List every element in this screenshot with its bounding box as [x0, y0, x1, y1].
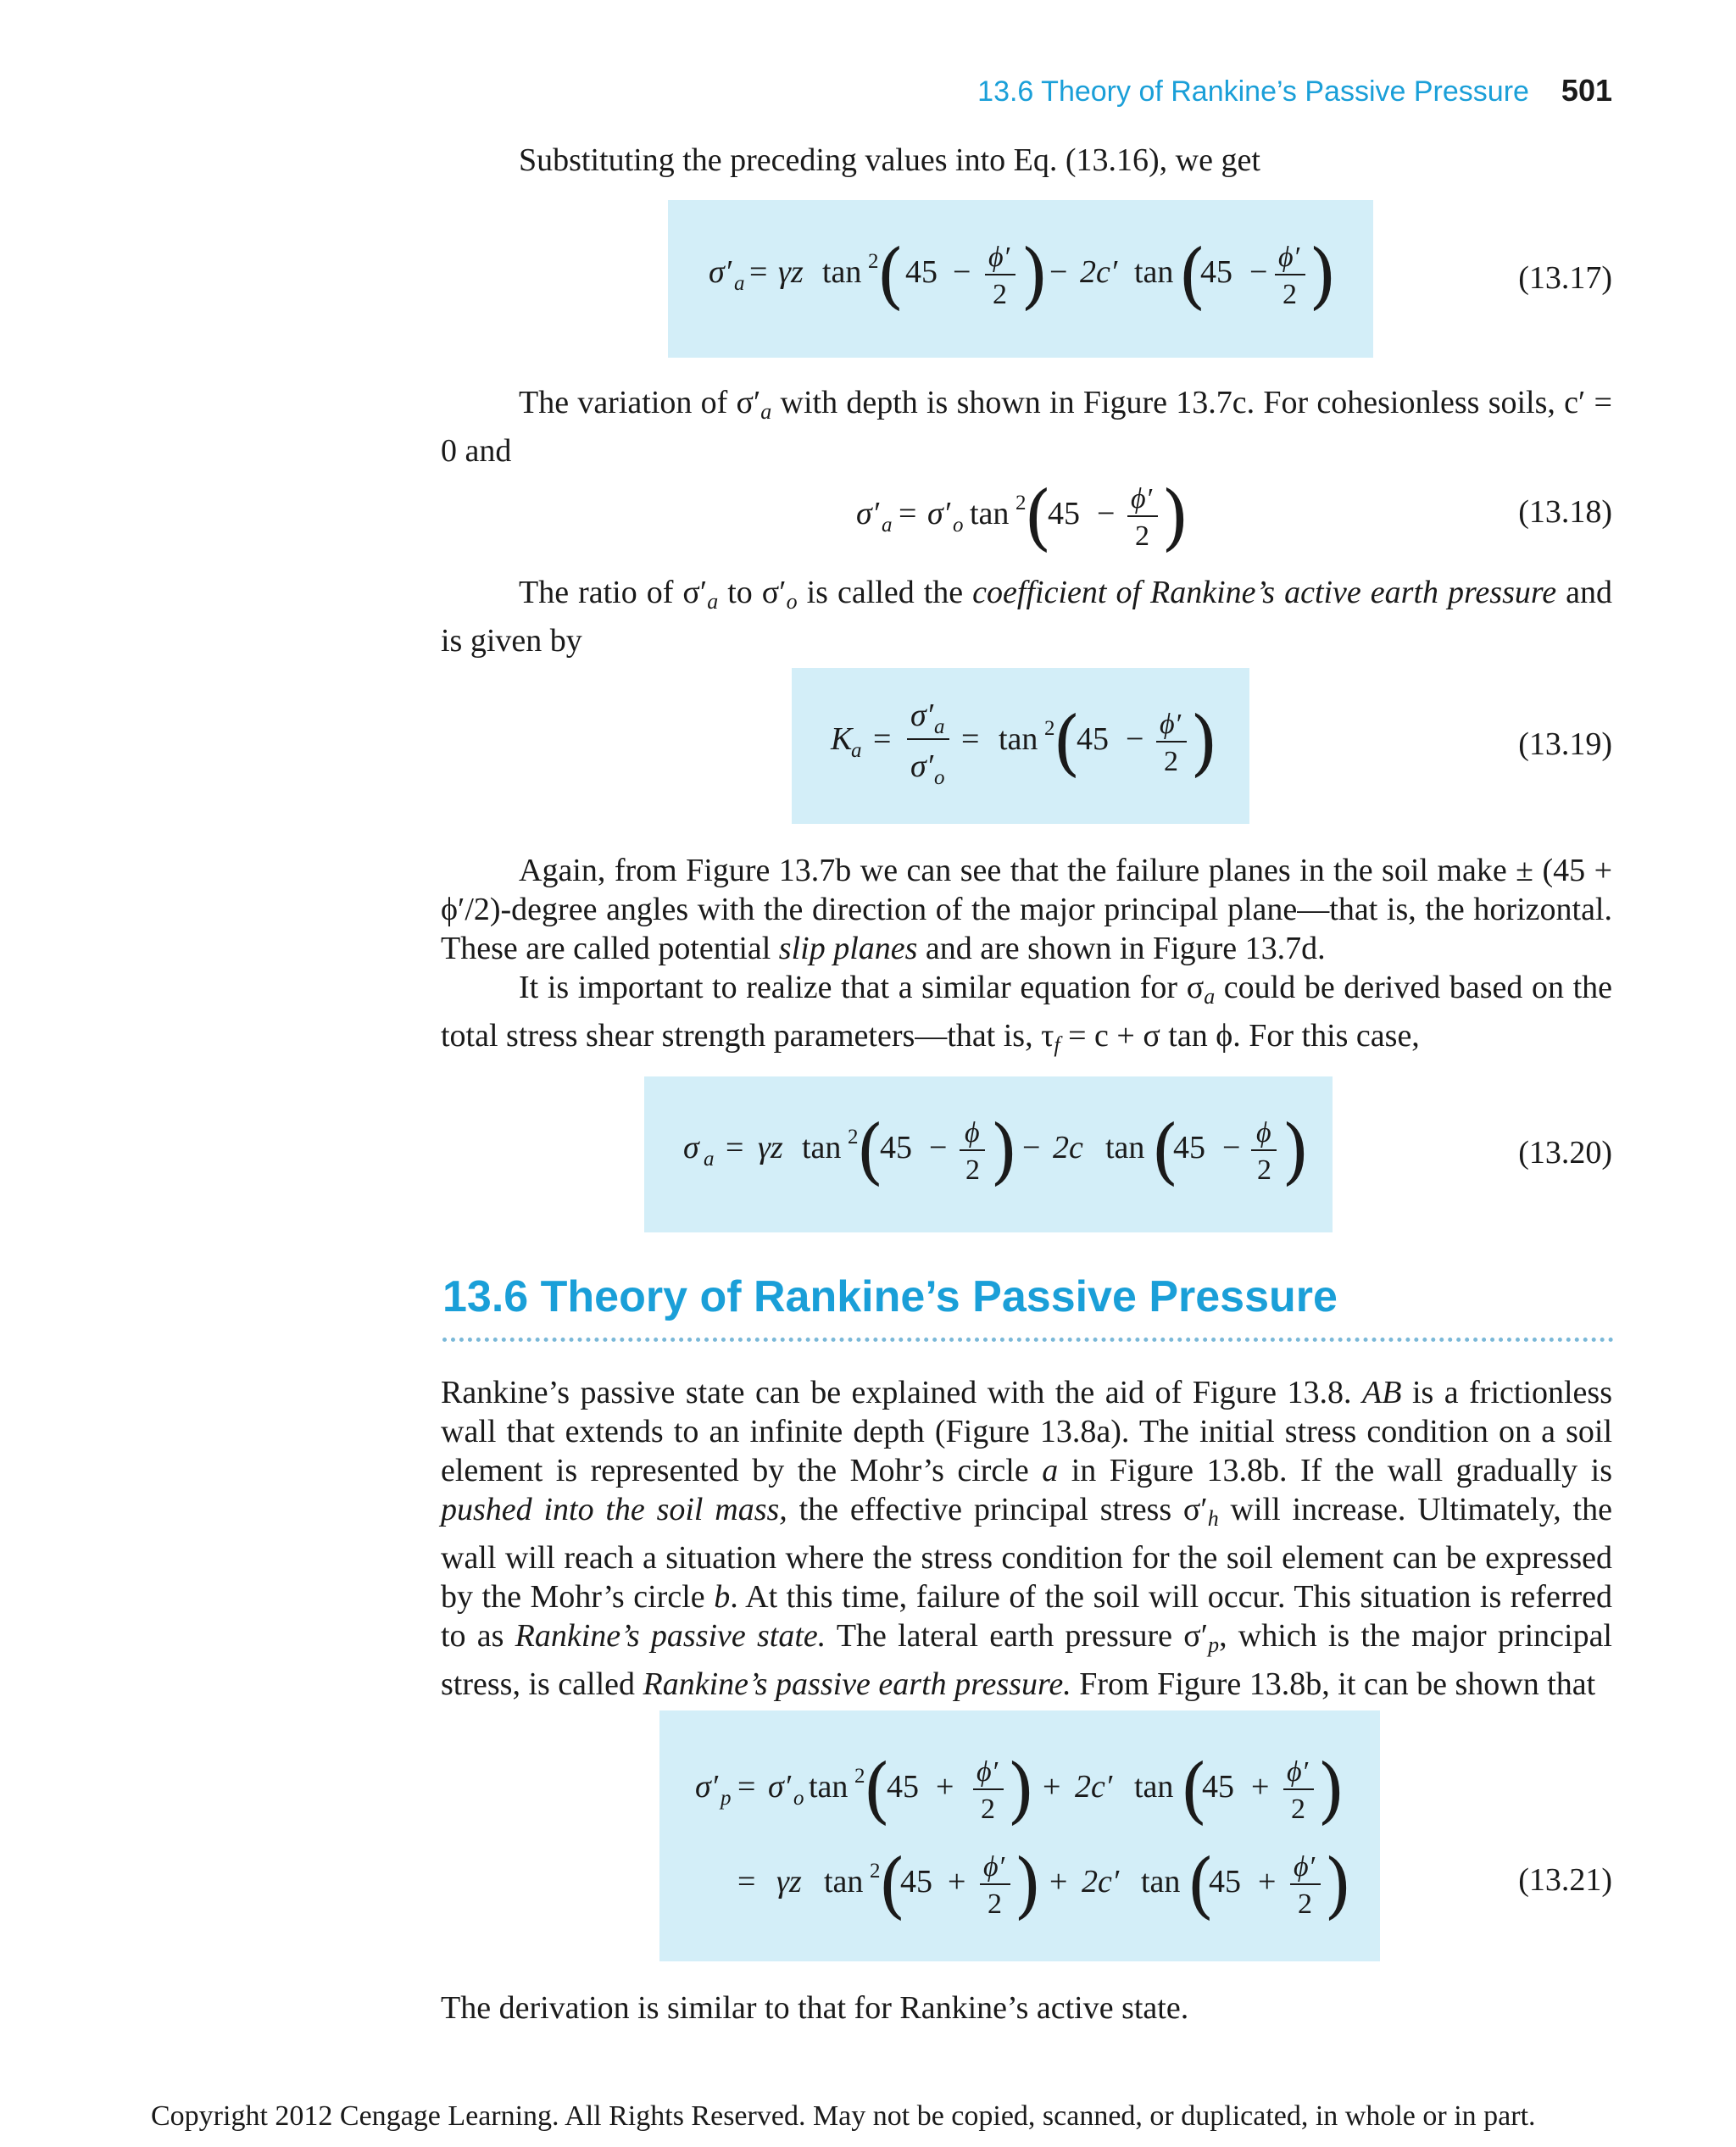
- svg-text:=: =: [737, 1769, 756, 1805]
- svg-text:a: a: [934, 715, 945, 738]
- svg-text:2: 2: [1298, 1888, 1312, 1920]
- svg-text:σ′: σ′: [910, 698, 934, 733]
- svg-text:45: 45: [900, 1864, 932, 1899]
- svg-text:45: 45: [1209, 1864, 1241, 1899]
- svg-text:(: (: [876, 234, 904, 317]
- equation-13-17: [668, 200, 1373, 358]
- svg-text:2: 2: [1291, 1794, 1305, 1825]
- equation-13-20: [644, 1076, 1333, 1232]
- running-head: 13.6 Theory of Rankine’s Passive Pressure: [977, 75, 1529, 108]
- svg-text:tan: tan: [1134, 1769, 1174, 1805]
- svg-text:a: a: [851, 739, 862, 762]
- svg-text:2: 2: [1044, 717, 1055, 740]
- svg-text:45: 45: [1202, 1769, 1234, 1805]
- svg-text:−: −: [1249, 254, 1268, 290]
- svg-text:(: (: [1187, 1844, 1215, 1927]
- svg-text:ϕ′: ϕ′: [1160, 709, 1182, 740]
- svg-text:(: (: [1178, 234, 1206, 317]
- svg-text:tan: tan: [1141, 1864, 1181, 1899]
- svg-text:ϕ′: ϕ′: [983, 1851, 1005, 1883]
- svg-text:tan: tan: [822, 254, 862, 290]
- svg-text:=: =: [749, 254, 768, 290]
- page-number: 501: [1561, 73, 1612, 108]
- paragraph-variation: The variation of σ′a with depth is shown in Figure 13.7c. For cohesionless soils, c′ = 0 and: [441, 385, 1612, 469]
- svg-text:): ): [1014, 1844, 1042, 1927]
- svg-text:(: (: [863, 1749, 891, 1832]
- svg-text:): ): [1317, 1749, 1345, 1832]
- svg-text:tan: tan: [999, 721, 1038, 757]
- svg-text:tan: tan: [970, 496, 1010, 531]
- svg-text:σ′: σ′: [856, 496, 880, 531]
- svg-text:o: o: [953, 514, 964, 537]
- svg-text:γz: γz: [758, 1130, 783, 1165]
- svg-text:+: +: [1251, 1769, 1270, 1805]
- svg-text:p: p: [721, 1787, 732, 1810]
- svg-text:45: 45: [1200, 254, 1232, 290]
- equation-13-18: [839, 471, 1229, 565]
- paragraph-derivation: The derivation is similar to that for Rankine’s active state.: [441, 1990, 1189, 2026]
- svg-text:): ): [990, 1110, 1018, 1193]
- svg-text:+: +: [1043, 1769, 1061, 1805]
- svg-text:=: =: [899, 496, 917, 531]
- svg-text:(: (: [1180, 1749, 1208, 1832]
- svg-text:(: (: [1151, 1110, 1179, 1193]
- svg-text:σ′: σ′: [709, 254, 732, 290]
- page-header: [977, 73, 1612, 108]
- svg-text:2: 2: [1164, 746, 1178, 777]
- equation-13-19: [792, 668, 1249, 824]
- svg-text:+: +: [1258, 1864, 1277, 1899]
- svg-text:tan: tan: [1105, 1130, 1145, 1165]
- svg-text:=: =: [961, 721, 980, 757]
- svg-text:45: 45: [880, 1130, 912, 1165]
- svg-text:(: (: [1024, 476, 1052, 559]
- svg-text:2: 2: [1283, 279, 1297, 310]
- equation-number-13-20: (13.20): [1518, 1135, 1612, 1171]
- equation-13-17-box: [668, 200, 1373, 358]
- svg-text:+: +: [936, 1769, 954, 1805]
- svg-text:): ): [1282, 1110, 1310, 1193]
- svg-text:): ): [1190, 701, 1218, 784]
- equation-13-19-box: [792, 668, 1249, 824]
- svg-text:2: 2: [868, 250, 879, 273]
- svg-text:ϕ′: ϕ′: [1294, 1851, 1316, 1883]
- section-title: 13.6 Theory of Rankine’s Passive Pressure: [442, 1272, 1338, 1321]
- equation-13-20-box: [644, 1076, 1333, 1232]
- svg-text:45: 45: [1048, 496, 1080, 531]
- svg-text:ϕ′: ϕ′: [1278, 242, 1300, 273]
- svg-text:−: −: [929, 1130, 948, 1165]
- svg-text:o: o: [793, 1787, 804, 1810]
- svg-text:2c′: 2c′: [1075, 1769, 1113, 1805]
- svg-text:(: (: [1053, 701, 1081, 784]
- svg-text:−: −: [1022, 1130, 1041, 1165]
- svg-text:(: (: [878, 1844, 906, 1927]
- svg-text:2c′: 2c′: [1080, 254, 1118, 290]
- svg-text:γz: γz: [778, 254, 804, 290]
- svg-text:σ′: σ′: [695, 1769, 719, 1805]
- svg-text:2: 2: [870, 1860, 881, 1883]
- svg-text:−: −: [1222, 1130, 1241, 1165]
- section-rule: [442, 1338, 1614, 1342]
- svg-text:tan: tan: [824, 1864, 864, 1899]
- svg-text:45: 45: [887, 1769, 919, 1805]
- svg-text:=: =: [737, 1864, 756, 1899]
- svg-text:σ′: σ′: [910, 748, 934, 784]
- svg-text:σ′: σ′: [768, 1769, 792, 1805]
- equation-13-21-box: [659, 1710, 1380, 1961]
- svg-text:ϕ′: ϕ′: [988, 242, 1010, 273]
- svg-text:(: (: [856, 1110, 884, 1193]
- svg-text:2: 2: [1135, 520, 1149, 552]
- svg-text:o: o: [934, 766, 945, 789]
- svg-text:a: a: [704, 1148, 715, 1171]
- svg-text:γz: γz: [776, 1864, 802, 1899]
- svg-text:a: a: [882, 514, 893, 537]
- paragraph-substituting: Substituting the preceding values into Eq. (13.16), we get: [519, 142, 1260, 178]
- svg-text:+: +: [1049, 1864, 1068, 1899]
- svg-text:): ): [1324, 1844, 1352, 1927]
- svg-text:2: 2: [854, 1765, 865, 1788]
- svg-text:ϕ: ϕ: [1256, 1117, 1271, 1149]
- svg-text:tan: tan: [809, 1769, 849, 1805]
- svg-text:2: 2: [993, 279, 1007, 310]
- svg-text:2: 2: [988, 1888, 1002, 1920]
- svg-text:45: 45: [1077, 721, 1109, 757]
- paragraph-failure-planes: Again, from Figure 13.7b we can see that the failure planes in the soil make ± (45 + ϕ′/2)-degree angles with the direction of the major principal plane—that is, the horizontal. These are called potential slip planes and are shown in Figure 13.7d. It is important to realize that a similar equation for σa could be derived based on the total stress shear strength parameters—that is, τf = c + σ tan ϕ. For this case,: [441, 853, 1612, 1057]
- paragraph-ratio: The ratio of σ′a to σ′o is called the coefficient of Rankine’s active earth pressure and is given by: [441, 575, 1612, 659]
- svg-text:σ: σ: [683, 1130, 699, 1165]
- svg-text:2: 2: [1257, 1154, 1271, 1186]
- svg-text:2: 2: [981, 1794, 995, 1825]
- svg-text:ϕ: ϕ: [965, 1117, 980, 1149]
- svg-text:ϕ′: ϕ′: [1131, 483, 1153, 515]
- paragraph-passive-state: Rankine’s passive state can be explained with the aid of Figure 13.8. AB is a frictionless wall that extends to an infinite depth (Figure 13.8a). The initial stress condition on a soil element is represented by the Mohr’s circle a in Figure 13.8b. If the wall gradually is pushed into the soil mass, the effective principal stress σ′h will increase. Ultimately, the wall will reach a situation where the stress condition for the soil element can be expressed by the Mohr’s circle b. At this time, failure of the soil will occur. This situation is referred to as Rankine’s passive state. The lateral earth pressure σ′p, which is the major principal stress, is called Rankine’s passive earth pressure. From Figure 13.8b, it can be shown that: [441, 1375, 1612, 1702]
- svg-text:−: −: [1097, 496, 1116, 531]
- svg-text:): ): [1161, 476, 1189, 559]
- svg-text:ϕ′: ϕ′: [976, 1756, 999, 1788]
- equation-number-13-19: (13.19): [1518, 726, 1612, 762]
- svg-text:a: a: [734, 272, 745, 295]
- svg-text:+: +: [948, 1864, 966, 1899]
- equation-13-21: [659, 1710, 1380, 1961]
- svg-text:K: K: [831, 721, 853, 757]
- svg-text:): ): [1021, 234, 1049, 317]
- equation-number-13-21: (13.21): [1518, 1862, 1612, 1898]
- svg-text:ϕ′: ϕ′: [1287, 1756, 1309, 1788]
- svg-text:σ′: σ′: [927, 496, 951, 531]
- svg-text:−: −: [1126, 721, 1144, 757]
- svg-text:45: 45: [905, 254, 938, 290]
- svg-text:−: −: [1049, 254, 1068, 290]
- svg-text:tan: tan: [1134, 254, 1174, 290]
- svg-text:tan: tan: [802, 1130, 842, 1165]
- equation-number-13-18: (13.18): [1518, 494, 1612, 530]
- svg-text:): ): [1309, 234, 1337, 317]
- svg-text:45: 45: [1173, 1130, 1205, 1165]
- svg-text:=: =: [726, 1130, 744, 1165]
- svg-text:2: 2: [1015, 492, 1027, 515]
- equation-number-13-17: (13.17): [1518, 260, 1612, 296]
- svg-text:2c′: 2c′: [1082, 1864, 1120, 1899]
- svg-text:2c: 2c: [1053, 1130, 1083, 1165]
- svg-text:2: 2: [965, 1154, 980, 1186]
- svg-text:−: −: [953, 254, 971, 290]
- svg-text:): ): [1007, 1749, 1035, 1832]
- svg-text:=: =: [873, 721, 892, 757]
- svg-text:2: 2: [848, 1126, 859, 1149]
- copyright-notice: Copyright 2012 Cengage Learning. All Rights Reserved. May not be copied, scanned, or duplicated, in whole or in part.: [151, 2100, 1536, 2132]
